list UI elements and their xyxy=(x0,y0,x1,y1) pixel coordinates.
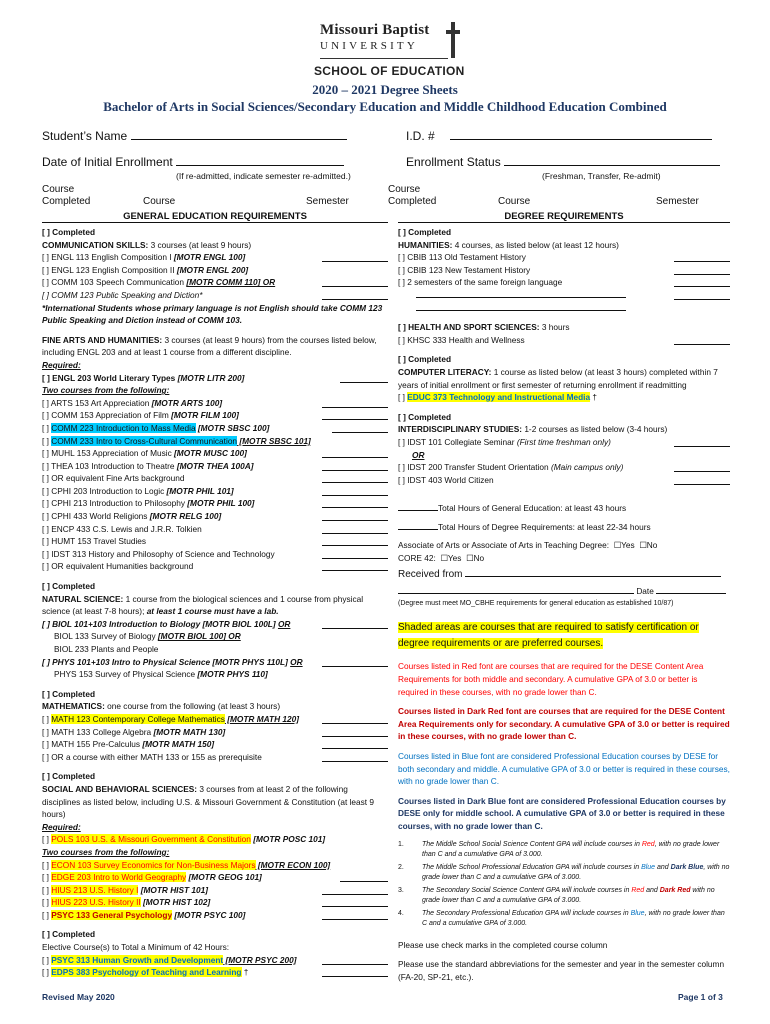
course-row: [ ] PHYS 101+103 Intro to Physical Science [MOTR PHYS 110L] OR xyxy=(42,656,388,669)
checkbox-icon[interactable]: ☐ xyxy=(466,553,474,564)
sbs-completed-checkbox[interactable]: [ ] Completed xyxy=(42,771,96,782)
cl-completed-checkbox[interactable]: [ ] Completed xyxy=(398,354,452,365)
check-note: Please use check marks in the completed course column xyxy=(398,939,608,950)
language-blank-row xyxy=(398,289,730,302)
gpa-list-number: 2. xyxy=(398,863,404,871)
university-logo xyxy=(306,20,466,80)
semester-blank[interactable] xyxy=(332,424,388,433)
checkbox-icon[interactable]: ☐ xyxy=(613,540,622,551)
semester-blank[interactable] xyxy=(322,462,388,471)
course-row: [ ] ENGL 113 English Composition I [MOTR ENGL 100] xyxy=(42,251,388,264)
course-row: [ ] POLS 103 U.S. & Missouri Government & Constitution [MOTR POSC 101] xyxy=(42,834,326,845)
math-completed-checkbox[interactable]: [ ] Completed xyxy=(42,688,96,699)
course-row: [ ] IDST 200 Transfer Student Orientation (Main campus only) xyxy=(398,461,730,474)
semester-blank[interactable] xyxy=(322,740,388,749)
logo-rule xyxy=(320,58,448,59)
course-row: [ ] IDST 101 Collegiate Seminar (First time freshman only) xyxy=(398,436,730,449)
course-row: [ ] OR equivalent Fine Arts background xyxy=(42,472,388,485)
id-field[interactable] xyxy=(406,128,712,143)
gpa-note: (Degree must meet MO_CBHE requirements for general education as established 10/87) xyxy=(398,599,674,607)
id-heading: INTERDISCIPLINARY STUDIES: 1-2 courses as listed below (3-4 hours) xyxy=(398,424,668,435)
semester-blank[interactable] xyxy=(322,525,388,534)
date-blank[interactable] xyxy=(398,585,634,594)
page-title: 2020 – 2021 Degree Sheets xyxy=(312,82,458,97)
elective-completed-checkbox[interactable]: [ ] Completed xyxy=(42,929,96,940)
course-row: [ ] CBIB 123 New Testament History xyxy=(398,264,730,277)
initial-enrollment-line[interactable] xyxy=(176,154,344,166)
course-row: [ ] MATH 133 College Algebra [MOTR MATH 130] xyxy=(42,726,388,739)
gpa-list-item xyxy=(398,886,730,907)
semester-blank[interactable] xyxy=(674,266,730,275)
course-row: [ ] HIUS 223 U.S. History II [MOTR HIST 102] xyxy=(42,896,388,909)
right-course-header: Course xyxy=(498,196,531,207)
core42-row: CORE 42: ☐Yes ☐No xyxy=(398,553,485,564)
semester-blank[interactable] xyxy=(674,253,730,262)
degree-requirements-header: DEGREE REQUIREMENTS xyxy=(398,211,730,223)
right-semester-header: Semester xyxy=(656,196,699,207)
semester-blank[interactable] xyxy=(322,620,388,629)
enrollment-status-field[interactable] xyxy=(406,154,720,169)
semester-blank[interactable] xyxy=(322,474,388,483)
checkbox-icon[interactable]: ☐ xyxy=(440,553,448,564)
received-row: Received from xyxy=(398,568,730,582)
gpa-list-number: 1. xyxy=(398,840,404,848)
ns-heading: NATURAL SCIENCE: 1 course from the biological sciences and 1 course from physical science (at least 7-8 hours); at least 1 course must have a lab. xyxy=(42,593,364,617)
course-row: BIOL 133 Survey of Biology [MOTR BIOL 100] OR xyxy=(54,631,241,642)
left-semester-header: Semester xyxy=(306,196,349,207)
gpa-list xyxy=(398,840,730,930)
gpa-list-text: The Middle School Professional Education GPA will include courses in Blue and Dark Blue, with no grade lower than C and a cumulative GPA of 3.000. xyxy=(422,863,730,882)
semester-blank[interactable] xyxy=(322,487,388,496)
hum-completed-checkbox[interactable]: [ ] Completed xyxy=(398,227,452,237)
course-row: [ ] CPHI 433 World Religions [MOTR RELG 100] xyxy=(42,510,388,523)
total-ge-blank[interactable] xyxy=(398,502,438,511)
elective-heading: Elective Course(s) to Total a Minimum of 42 Hours: xyxy=(42,942,230,953)
gpa-list-item xyxy=(398,840,730,861)
cross-emblem-icon xyxy=(446,20,460,60)
semester-blank[interactable] xyxy=(322,399,388,408)
course-row: [ ] IDST 403 World Citizen xyxy=(398,474,730,487)
semester-blank[interactable] xyxy=(322,753,388,762)
course-row: [ ] HUMT 153 Travel Studies xyxy=(42,535,388,548)
total-ge-row: Total Hours of General Education: at least 43 hours xyxy=(398,502,730,515)
dark-red-note: Courses listed in Dark Red font are courses that are required for the DESE Content Area Requirements only for secondary. A cumulative GPA of 3.0 or better is required in these courses, with no grade lower than C. xyxy=(398,706,730,742)
semester-blank[interactable] xyxy=(674,463,730,472)
course-row: [ ] HIUS 213 U.S. History I [MOTR HIST 101] xyxy=(42,884,388,897)
semester-blank[interactable] xyxy=(674,438,730,447)
semester-blank[interactable] xyxy=(322,658,388,667)
course-row: [ ] EDPS 383 Psychology of Teaching and Learning † xyxy=(42,966,388,979)
sbs-two: Two courses from the following: xyxy=(42,846,170,857)
id-or: OR xyxy=(412,449,425,460)
course-row: [ ] COMM 123 Public Speaking and Diction* xyxy=(42,289,388,302)
course-row: [ ] PSYC 313 Human Growth and Development [MOTR PSYC 200] xyxy=(42,954,388,967)
abbrev-note: Please use the standard abbreviations for the semester and year in the semester column (FA-20, SP-21, etc.). xyxy=(398,959,725,982)
student-name-line[interactable] xyxy=(131,128,347,140)
semester-blank[interactable] xyxy=(322,411,388,420)
hs-heading: [ ] HEALTH AND SPORT SCIENCES: 3 hours xyxy=(398,322,570,333)
logo-line-3: SCHOOL OF EDUCATION xyxy=(314,64,465,78)
shaded-note-a: Shaded areas are courses that are required to satisfy certification or xyxy=(398,622,699,634)
red-note: Courses listed in Red font are courses that are required for the DESE Content Area Requirements for both middle and secondary. A cumulative GPA of 3.0 or better is required in these courses, with no grade lower than C. xyxy=(398,661,704,697)
course-row: [ ] ENGL 123 English Composition II [MOTR ENGL 200] xyxy=(42,264,249,275)
course-row: [ ] KHSC 333 Health and Wellness xyxy=(398,334,730,347)
readmit-note: (If re-admitted, indicate semester re-admitted.) xyxy=(176,171,351,181)
semester-blank[interactable] xyxy=(322,728,388,737)
logo-line-2: UNIVERSITY xyxy=(320,40,418,52)
comm-note: *International Students whose primary language is not English should take COMM 123 Public Speaking and Diction instead of COMM 103. xyxy=(42,302,383,326)
language-blank[interactable] xyxy=(416,302,626,311)
fa-required: Required: xyxy=(42,359,81,370)
semester-blank[interactable] xyxy=(322,253,388,262)
id-completed-checkbox[interactable]: [ ] Completed xyxy=(398,411,452,422)
semester-blank[interactable] xyxy=(674,278,730,287)
course-row: [ ] MATH 123 Contemporary College Mathematics [MOTR MATH 120] xyxy=(42,713,388,726)
course-row: BIOL 233 Plants and People xyxy=(54,644,159,654)
course-row: [ ] ENCP 433 C.S. Lewis and J.R.R. Tolkien xyxy=(42,523,388,536)
blue-note: Courses listed in Blue font are considered Professional Education courses by DESE for both secondary and middle. A cumulative GPA of 3.0 or better is required in these courses, with no grade lower than C. xyxy=(398,751,730,787)
course-row: [ ] CPHI 213 Introduction to Philosophy [MOTR PHIL 100] xyxy=(42,497,388,510)
id-label: I.D. # xyxy=(406,129,435,143)
comm-heading: COMMUNICATION SKILLS: 3 courses (at least 9 hours) xyxy=(42,239,252,250)
course-row: [ ] COMM 223 Introduction to Mass Media [MOTR SBSC 100] xyxy=(42,422,388,435)
degree-requirements-column xyxy=(398,226,730,983)
course-row: [ ] EDGE 203 Intro to World Geography [MOTR GEOG 101] xyxy=(42,871,388,884)
course-row: [ ] BIOL 101+103 Introduction to Biology [MOTR BIOL 100L] OR xyxy=(42,618,388,631)
gpa-list-number: 3. xyxy=(398,886,404,894)
semester-blank[interactable] xyxy=(322,499,388,508)
date-value-blank[interactable] xyxy=(656,585,726,594)
semester-blank[interactable] xyxy=(322,449,388,458)
hum-heading: HUMANITIES: 4 courses, as listed below (at least 12 hours) xyxy=(398,239,619,250)
semester-blank[interactable] xyxy=(322,562,388,571)
course-row: [ ] PSYC 133 General Psychology [MOTR PSYC 100] xyxy=(42,909,388,922)
semester-blank[interactable] xyxy=(322,956,388,965)
semester-blank[interactable] xyxy=(322,898,388,907)
semester-blank[interactable] xyxy=(322,537,388,546)
course-row: [ ] ENGL 203 World Literary Types [MOTR LITR 200] xyxy=(42,372,388,385)
fa-two: Two courses from the following: xyxy=(42,385,170,396)
id-line[interactable] xyxy=(450,128,712,140)
semester-blank[interactable] xyxy=(322,512,388,521)
course-row: [ ] 2 semesters of the same foreign language xyxy=(398,276,730,289)
language-blank[interactable] xyxy=(416,289,626,298)
semester-blank[interactable] xyxy=(322,886,388,895)
initial-enrollment-label: Date of Initial Enrollment xyxy=(42,155,173,169)
gpa-list-item xyxy=(398,863,730,884)
semester-blank[interactable] xyxy=(322,968,388,977)
gpa-list-item xyxy=(398,909,730,930)
course-row: [ ] MATH 155 Pre-Calculus [MOTR MATH 150] xyxy=(42,738,388,751)
received-blank[interactable] xyxy=(465,568,721,577)
assoc-row: Associate of Arts or Associate of Arts in Teaching Degree: ☐Yes ☐No xyxy=(398,540,658,551)
dark-blue-note: Courses listed in Dark Blue font are considered Professional Education courses by DESE only for middle school. A cumulative GPA of 3.0 or better is required in these courses, with no grade lower than C. xyxy=(398,795,726,831)
semester-blank[interactable] xyxy=(322,278,388,287)
sbs-required: Required: xyxy=(42,821,81,832)
status-note: (Freshman, Transfer, Re-admit) xyxy=(542,171,661,181)
semester-blank[interactable] xyxy=(674,476,730,485)
math-heading: MATHEMATICS: one course from the following (at least 3 hours) xyxy=(42,701,281,712)
course-row: [ ] THEA 103 Introduction to Theatre [MOTR THEA 100A] xyxy=(42,460,388,473)
left-course-completed-header: Course Completed xyxy=(42,184,91,207)
semester-blank[interactable] xyxy=(674,336,730,345)
ns-completed-checkbox[interactable]: [ ] Completed xyxy=(42,581,96,592)
semester-blank[interactable] xyxy=(340,873,388,882)
enrollment-status-line[interactable] xyxy=(504,154,720,166)
course-row: [ ] CPHI 203 Introduction to Logic [MOTR PHIL 101] xyxy=(42,485,388,498)
course-row: [ ] OR a course with either MATH 133 or 155 as prerequisite xyxy=(42,751,388,764)
enrollment-status-label: Enrollment Status xyxy=(406,155,501,169)
course-row: [ ] COMM 103 Speech Communication [MOTR COMM 110] OR xyxy=(42,276,388,289)
semester-blank[interactable] xyxy=(322,715,388,724)
course-row: [ ] COMM 233 Intro to Cross-Cultural Communication [MOTR SBSC 101] xyxy=(42,435,311,446)
page-subtitle: Bachelor of Arts in Social Sciences/Secondary Education and Middle Childhood Education Combined xyxy=(103,99,667,114)
sbs-heading: SOCIAL AND BEHAVIORAL SCIENCES: 3 courses from at least 2 of the following disciplines as listed below, including U.S. & Missouri Government & Constitution (at least 9 hours) xyxy=(42,783,375,820)
gpa-list-text: The Secondary Social Science Content GPA will include courses in Red and Dark Red with no grade lower than C and a cumulative GPA of 3.000. xyxy=(422,886,715,905)
right-course-completed-header: Course Completed xyxy=(388,184,437,207)
gpa-list-text: The Middle School Social Science Content GPA will include courses in Red, with no grade lower than C and a cumulative GPA of 3.000. xyxy=(422,840,720,859)
checkbox-icon[interactable]: ☐ xyxy=(639,540,647,551)
student-name-field[interactable] xyxy=(42,128,347,143)
course-row: [ ] OR equivalent Humanities background xyxy=(42,560,388,573)
left-course-header: Course xyxy=(143,196,176,207)
semester-blank[interactable] xyxy=(674,291,730,300)
course-row: [ ] ECON 103 Survey Economics for Non-Business Majors [MOTR ECON 100] xyxy=(42,859,331,870)
fa-heading: FINE ARTS AND HUMANITIES: 3 courses (at least 9 hours) from the courses listed below, including ENGL 203 and at least 1 course from a different discipline. xyxy=(42,334,377,358)
course-row: [ ] ARTS 153 Art Appreciation [MOTR ARTS 100] xyxy=(42,397,388,410)
language-blank-row xyxy=(398,302,730,315)
semester-blank[interactable] xyxy=(322,550,388,559)
course-row: [ ] IDST 313 History and Philosophy of Science and Technology xyxy=(42,548,388,561)
cl-heading: COMPUTER LITERACY: 1 course as listed below (at least 3 hours) completed within 7 years of initial enrollment or first semester of returning enrollment if readmitting xyxy=(398,366,718,390)
course-row: [ ] CBIB 113 Old Testament History xyxy=(398,251,730,264)
comm-completed-checkbox[interactable]: [ ] Completed xyxy=(42,227,96,237)
footer-revised: Revised May 2020 xyxy=(42,992,115,1002)
course-row: [ ] MUHL 153 Appreciation of Music [MOTR MUSC 100] xyxy=(42,447,388,460)
general-education-header: GENERAL EDUCATION REQUIREMENTS xyxy=(42,211,388,223)
logo-line-1: Missouri Baptist xyxy=(320,22,430,38)
course-row: [ ] COMM 153 Appreciation of Film [MOTR FILM 100] xyxy=(42,409,388,422)
date-row: Date xyxy=(398,585,730,598)
course-row: [ ] EDUC 373 Technology and Instructional Media † xyxy=(398,392,598,403)
total-dr-blank[interactable] xyxy=(398,521,438,530)
student-name-label: Student’s Name xyxy=(42,129,128,143)
course-row: PHYS 153 Survey of Physical Science [MOTR PHYS 110] xyxy=(54,669,268,680)
general-education-column xyxy=(42,226,388,979)
semester-blank[interactable] xyxy=(322,911,388,920)
semester-blank[interactable] xyxy=(322,291,388,300)
footer-page-number: Page 1 of 3 xyxy=(678,992,723,1002)
semester-blank[interactable] xyxy=(340,374,388,383)
total-dr-row: Total Hours of Degree Requirements: at least 22-34 hours xyxy=(398,521,730,534)
gpa-list-number: 4. xyxy=(398,909,404,917)
shaded-note-b: degree requirements or are preferred courses. xyxy=(398,638,604,650)
gpa-list-text: The Secondary Professional Education GPA will include courses in Blue, with no grade lower than C and a cumulative GPA of 3.000. xyxy=(422,909,725,928)
initial-enrollment-field[interactable] xyxy=(42,154,344,169)
